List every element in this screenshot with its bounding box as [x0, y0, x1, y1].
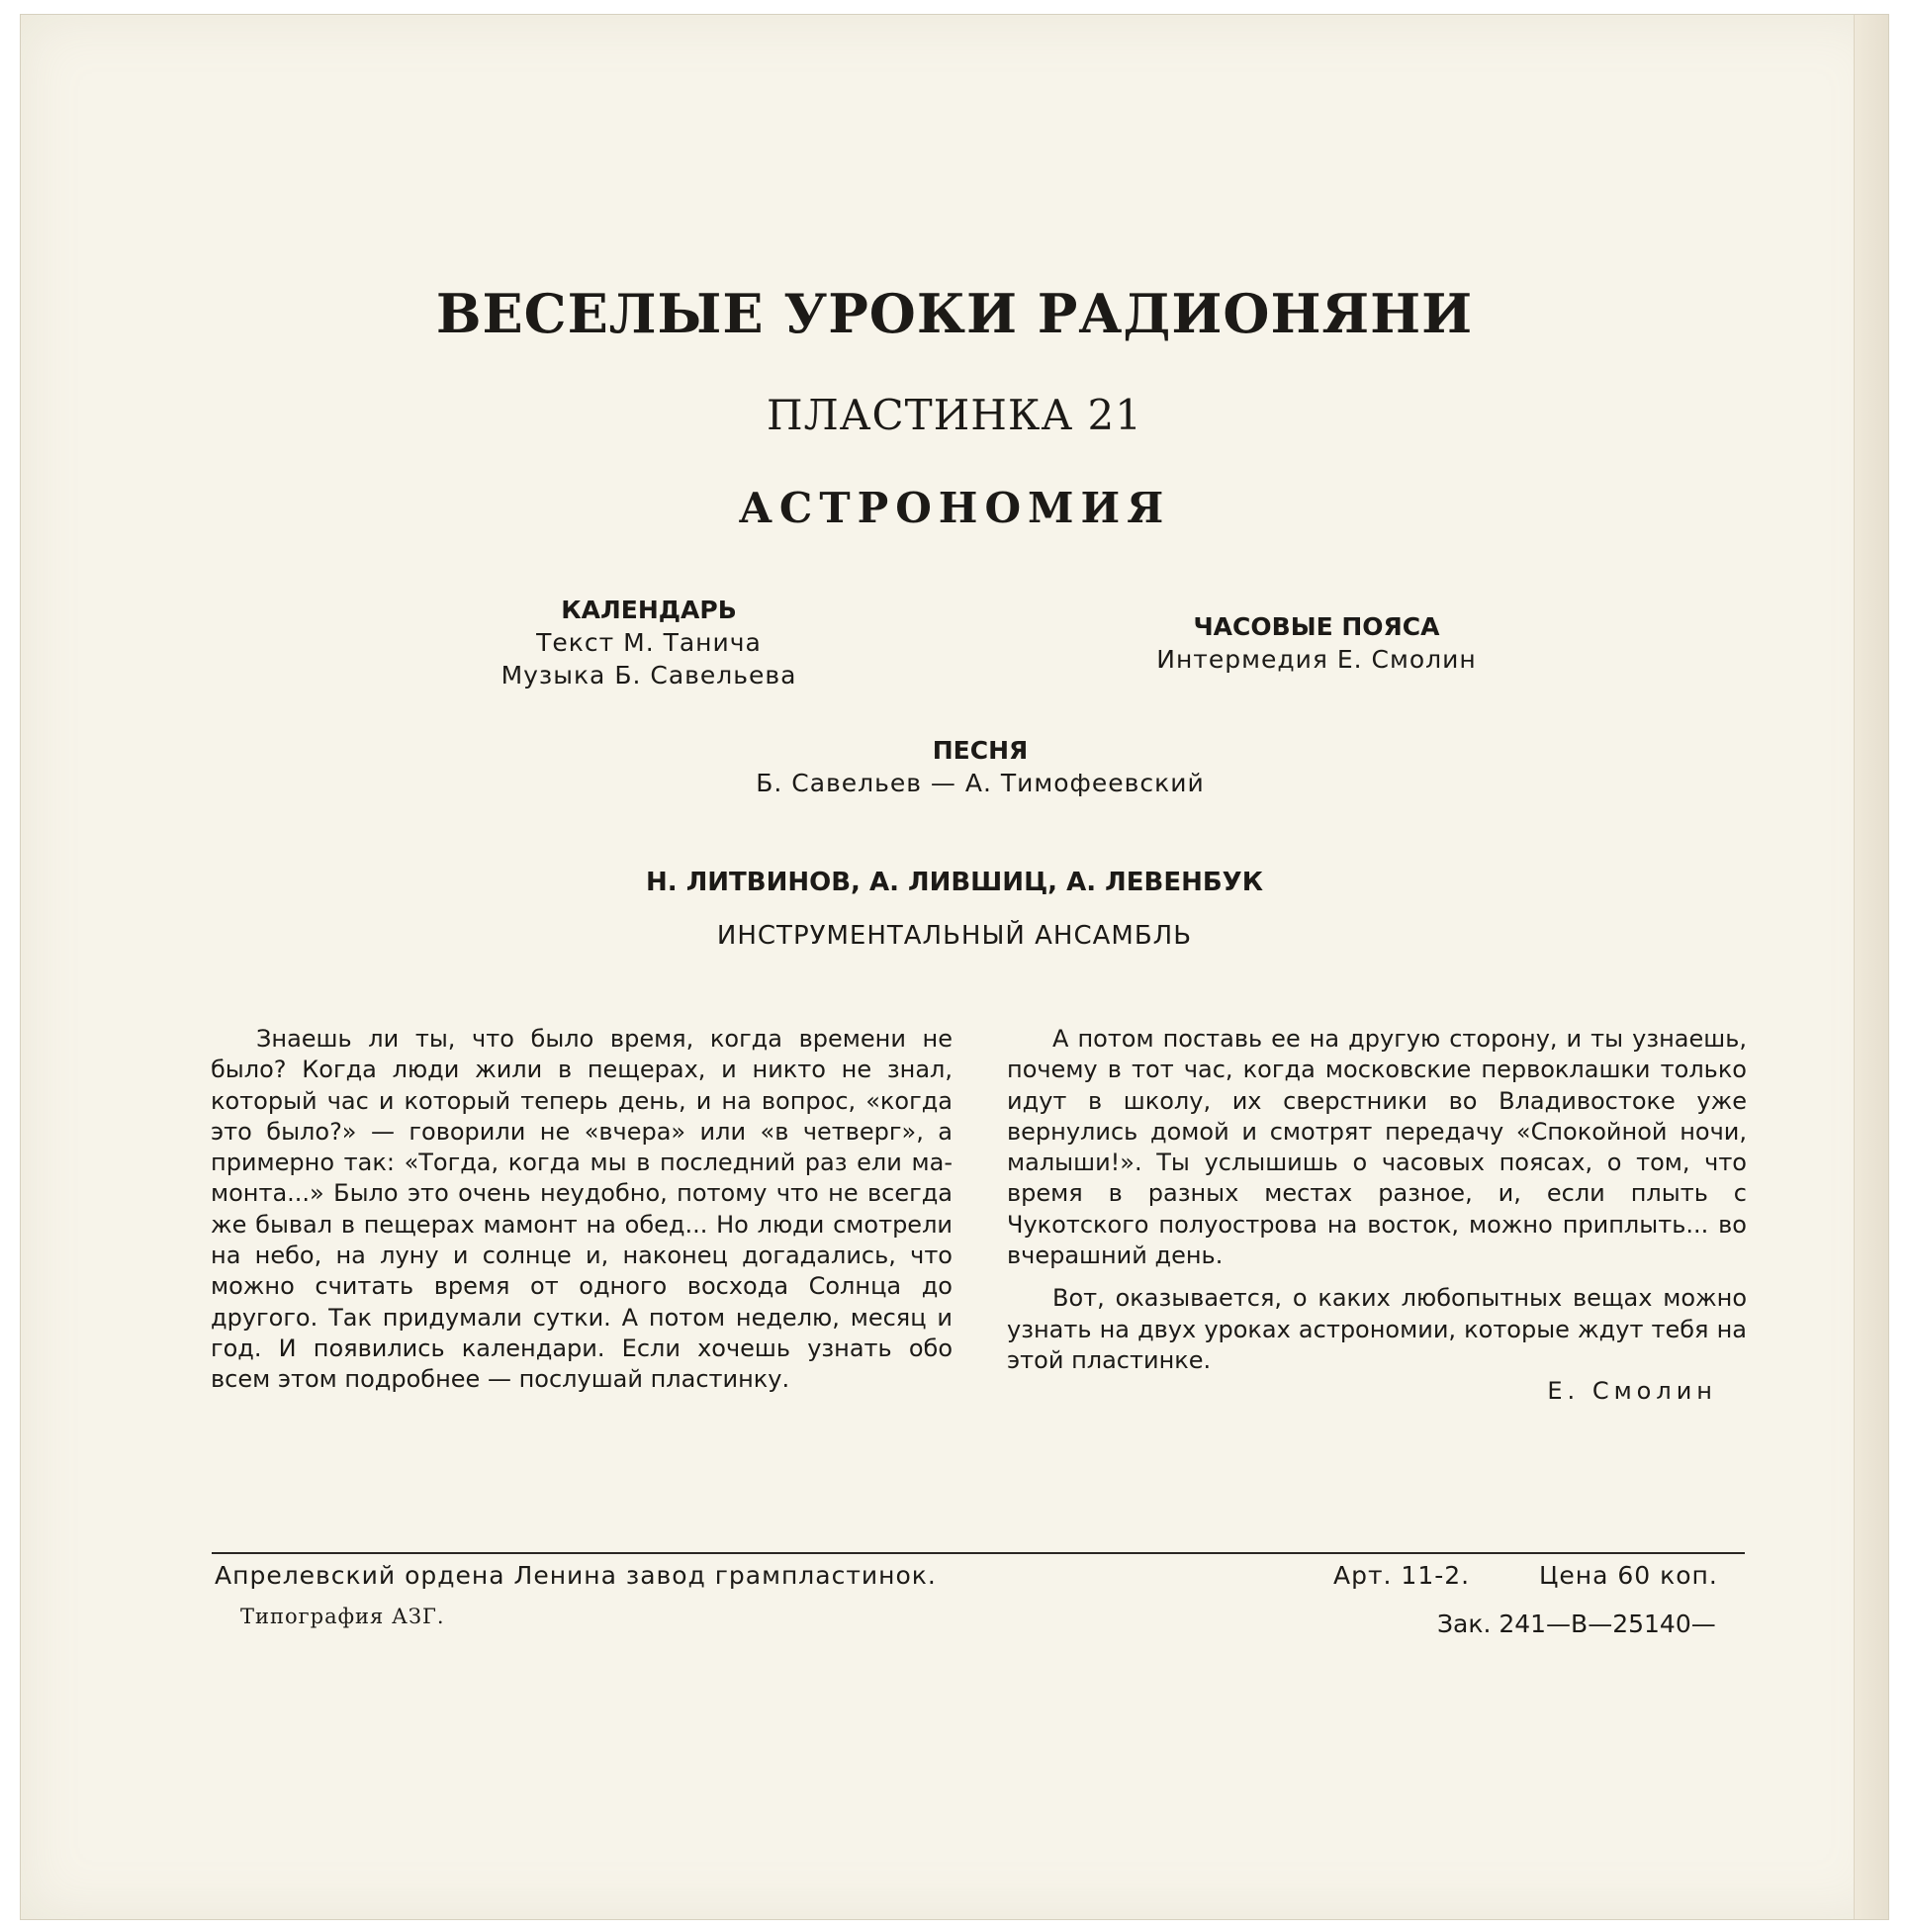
- credit-timezones: [1099, 610, 1534, 676]
- credit-calendar: [441, 594, 857, 691]
- credit-heading: ПЕСНЯ: [932, 736, 1029, 765]
- series-title: ВЕСЕЛЫЕ УРОКИ РАДИОНЯНИ: [435, 282, 1474, 345]
- manufacturer: Апрелевский ордена Ленина завод грампластинок.: [215, 1561, 937, 1590]
- printer: Типография АЗГ.: [240, 1605, 445, 1628]
- footer-divider: [212, 1552, 1745, 1554]
- credit-song: [634, 734, 1326, 799]
- author-signature: Е. Смолин: [1547, 1377, 1717, 1406]
- description-paragraph: А потом поставь ее на другую сторону, и ты узнаешь, почему в тот час, когда московские первоклашки только идут в школу, их сверстники во Владивостоке уже вернулись домой и смотрят передачу «Спокойной ночи, малыши!». Ты услышишь о часовых поясах, о том, что время в разных местах разное, и, если плыть с Чукотского полуострова на восток, можно приплыть... во вчерашний день.: [1007, 1025, 1747, 1270]
- description-left-column: [211, 1024, 953, 1396]
- description-paragraph: Знаешь ли ты, что было время, когда времени не было? Когда люди жили в пещерах, и никто не знал, который час и который теперь день, и на вопрос, «когда это было?» — говорили не «вчера» или «в четверг», а примерно так: «Тогда, когда мы в последний раз ели мамонта...» Было это очень неудобно, потому что не всегда же бывал в пещерах мамонт на обед... Но люди смотрели на небо, на луну и солнце и, наконец догадались, что можно считать время от одного восхода Солнца до другого. Так придумали сутки. А потом неделю, месяц и год. И появились календари. Если хочешь узнать обо всем этом подробнее — послушай пластинку.: [211, 1025, 953, 1394]
- description-right-column: [1007, 1024, 1747, 1408]
- article-number: Арт. 11-2.: [1333, 1561, 1471, 1590]
- performers: Н. ЛИТВИНОВ, А. ЛИВШИЦ, А. ЛЕВЕНБУК: [646, 868, 1263, 897]
- price: Цена 60 коп.: [1539, 1561, 1718, 1590]
- credit-line: Музыка Б. Савельева: [500, 661, 797, 690]
- record-sleeve-back: [20, 14, 1889, 1920]
- credit-line: Интермедия Е. Смолин: [1156, 645, 1477, 674]
- record-number: ПЛАСТИНКА 21: [767, 391, 1142, 439]
- ensemble: ИНСТРУМЕНТАЛЬНЫЙ АНСАМБЛЬ: [716, 921, 1193, 951]
- credit-heading: ЧАСОВЫЕ ПОЯСА: [1193, 612, 1440, 641]
- credit-heading: КАЛЕНДАРЬ: [561, 596, 737, 624]
- description-paragraph: Вот, оказывается, о каких любопытных вещах можно узнать на двух уроках астрономии, которые ждут тебя на этой пластинке.: [1007, 1284, 1747, 1374]
- credit-line: Текст М. Танича: [536, 628, 762, 657]
- credit-line: Б. Савельев — А. Тимофеевский: [756, 769, 1205, 797]
- order-number: Зак. 241—В—25140—: [1437, 1610, 1716, 1638]
- subject-title: АСТРОНОМИЯ: [738, 484, 1171, 532]
